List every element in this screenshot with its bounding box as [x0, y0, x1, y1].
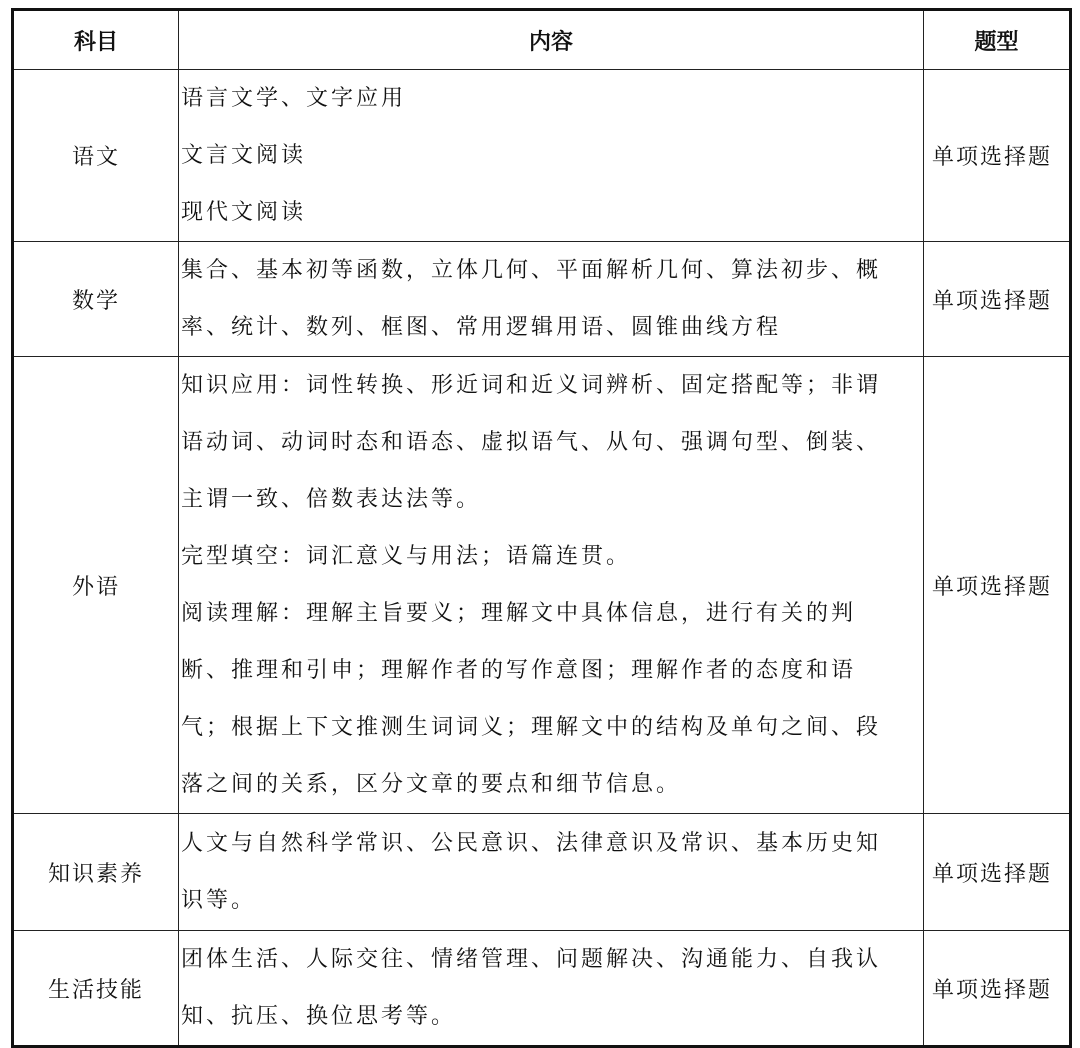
table-row-chinese: [13, 70, 1071, 242]
question-type-cell: 单项选择题: [924, 242, 1071, 357]
content-line: 气；根据上下文推测生词词义；理解文中的结构及单句之间、段: [181, 715, 882, 740]
content-line: 完型填空：词汇意义与用法；语篇连贯。: [181, 544, 632, 569]
content-line: 现代文阅读: [181, 200, 307, 225]
header-subject: 科目: [13, 10, 179, 70]
question-type-cell: 单项选择题: [924, 70, 1071, 242]
subject-cell: 知识素养: [13, 814, 179, 931]
content-line: 知、抗压、换位思考等。: [181, 1004, 457, 1029]
content-cell: [179, 814, 924, 931]
content-line: 率、统计、数列、框图、常用逻辑用语、圆锥曲线方程: [181, 315, 782, 340]
content-line: 落之间的关系，区分文章的要点和细节信息。: [181, 772, 682, 797]
content-line: 阅读理解：理解主旨要义；理解文中具体信息，进行有关的判: [181, 601, 857, 626]
content-line: 文言文阅读: [181, 143, 307, 168]
content-line: 人文与自然科学常识、公民意识、法律意识及常识、基本历史知: [181, 831, 882, 856]
content-cell: [179, 357, 924, 814]
content-line: 知识应用：词性转换、形近词和近义词辨析、固定搭配等；非谓: [181, 373, 882, 398]
subject-cell: 生活技能: [13, 931, 179, 1047]
question-type-cell: 单项选择题: [924, 814, 1071, 931]
exam-subject-table: [11, 8, 1072, 1048]
table-row-math: [13, 242, 1071, 357]
content-cell: [179, 242, 924, 357]
table-row-life-skills: [13, 931, 1071, 1047]
table-row-foreign-language: [13, 357, 1071, 814]
content-line: 识等。: [181, 888, 257, 913]
content-line: 团体生活、人际交往、情绪管理、问题解决、沟通能力、自我认: [181, 947, 882, 972]
question-type-cell: 单项选择题: [924, 357, 1071, 814]
table-header-row: [13, 10, 1071, 70]
subject-cell: 语文: [13, 70, 179, 242]
content-line: 语言文学、文字应用: [181, 86, 407, 111]
content-line: 断、推理和引申；理解作者的写作意图；理解作者的态度和语: [181, 658, 857, 683]
subject-cell: 外语: [13, 357, 179, 814]
subject-cell: 数学: [13, 242, 179, 357]
content-cell: [179, 931, 924, 1047]
content-cell: [179, 70, 924, 242]
question-type-cell: 单项选择题: [924, 931, 1071, 1047]
exam-table-container: [11, 8, 1069, 1048]
table-row-knowledge-literacy: [13, 814, 1071, 931]
content-line: 主谓一致、倍数表达法等。: [181, 487, 482, 512]
content-line: 语动词、动词时态和语态、虚拟语气、从句、强调句型、倒装、: [181, 430, 882, 455]
header-content: 内容: [179, 10, 924, 70]
content-line: 集合、基本初等函数，立体几何、平面解析几何、算法初步、概: [181, 258, 882, 283]
header-type: 题型: [924, 10, 1071, 70]
